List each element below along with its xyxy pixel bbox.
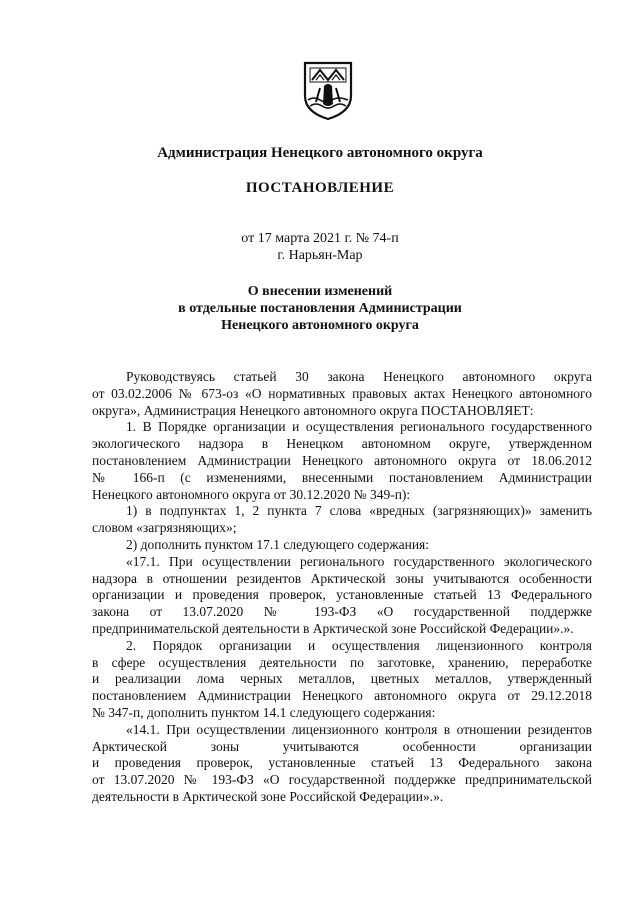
body-text-line: 2) дополнить пунктом 17.1 следующего содержания: <box>126 536 430 552</box>
document-date-number: от 17 марта 2021 г. № 74-п <box>241 231 399 246</box>
body-text-line: Арктической зоны учитываются особенности организации <box>92 738 592 754</box>
title-line: в отдельные постановления Администрации <box>178 301 462 316</box>
organization-name: Администрация Ненецкого автономного округа <box>157 145 483 161</box>
body-text-line: постановлением Администрации Ненецкого автономного округа от 18.06.2012 <box>92 452 592 468</box>
body-text-line: организации и проведения проверок, установленные статьей 13 Федерального <box>92 587 592 603</box>
body-text-line: предпринимательской деятельности в Арктической зоне Российской Федерации».». <box>92 620 574 636</box>
body-text-line: «17.1. При осуществлении регионального государственного экологического <box>126 553 592 569</box>
body-text-line: деятельности в Арктической зоне Российской Федерации».». <box>92 788 444 804</box>
body-text-line: Ненецкого автономного округа от 30.12.2020 № 349-п): <box>92 486 411 502</box>
body-text-line: Руководствуясь статьей 30 закона Ненецкого автономного округа <box>126 369 592 384</box>
body-text-line: 1) в подпунктах 1, 2 пункта 7 слова «вредных (загрязняющих)» заменить <box>126 503 592 519</box>
title-line: О внесении изменений <box>247 284 393 299</box>
body-text-line: от 13.07.2020 № 193-ФЗ «О государственной поддержке предпринимательской <box>92 772 592 788</box>
body-text-line: в сфере осуществления деятельности по заготовке, хранению, переработке <box>92 654 592 670</box>
body-text-line: 2. Порядок организации и осуществления лицензионного контроля <box>126 637 592 653</box>
document-title <box>0 283 640 334</box>
body-text-line: и реализации лома черных металлов, цветных металлов, утвержденный <box>92 671 592 687</box>
body-text-line: округа», Администрация Ненецкого автономного округа ПОСТАНОВЛЯЕТ: <box>92 402 534 418</box>
body-text-line: 1. В Порядке организации и осуществления регионального государственного <box>126 419 592 435</box>
document-body <box>92 369 592 806</box>
body-text-line: экологического надзора в Ненецком автономном округе, утвержденном <box>92 436 592 452</box>
body-text-line: надзора в отношении резидентов Арктической зоны учитываются особенности <box>92 570 592 586</box>
body-text-line: от 03.02.2006 № 673-оз «О нормативных правовых актах Ненецкого автономного <box>92 385 592 401</box>
document-type: ПОСТАНОВЛЕНИЕ <box>245 180 395 196</box>
body-text-line: № 347-п, дополнить пунктом 14.1 следующего содержания: <box>92 704 436 720</box>
body-text-line: постановлением Администрации Ненецкого автономного округа от 29.12.2018 <box>92 688 592 704</box>
body-text-line: «14.1. При осуществлении лицензионного контроля в отношении резидентов <box>126 721 592 737</box>
title-line: Ненецкого автономного округа <box>221 318 419 333</box>
body-text-line: № 166-п (с изменениями, внесенными постановлением Администрации <box>92 469 592 485</box>
document-city: г. Нарьян-Мар <box>277 248 363 263</box>
coat-of-arms-icon <box>302 60 354 122</box>
body-text-line: закона от 13.07.2020 № 193-ФЗ «О государственной поддержке <box>92 604 592 620</box>
body-text-line: словом «загрязняющих»; <box>92 520 237 536</box>
body-text-line: и проведения проверок, установленные статьей 13 Федерального закона <box>92 755 592 771</box>
